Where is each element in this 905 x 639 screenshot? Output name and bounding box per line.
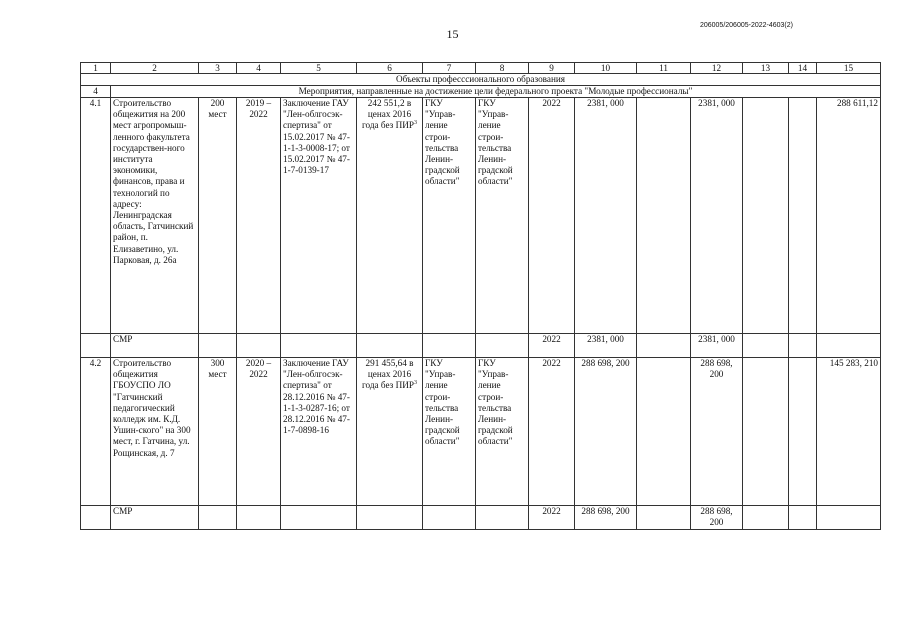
section-title: Объекты професссионального образования [81,74,881,86]
expertise: Заключение ГАУ "Лен-облгосэк-спертиза" от 15.02.2017 № 47-1-1-3-0008-17; от 15.02.2017 № 47-1-7-0139-17 [281,98,357,334]
column-number: 13 [743,63,789,74]
empty-cell [357,506,423,530]
customer: ГКУ "Управ-ление строи-тельства Ленин-градской области" [423,98,476,334]
sub-year: 2022 [529,334,575,358]
column-number: 15 [817,63,881,74]
expertise: Заключение ГАУ "Лен-облгосэк-спертиза" от 28.12.2016 № 47-1-1-3-0287-16; от 28.12.2016 № 47-1-7-0898-16 [281,358,357,506]
empty-cell [199,506,237,530]
empty-cell [789,506,817,530]
col12-value: 288 698, 200 [691,358,743,506]
program-table [80,62,881,530]
table-row [81,358,881,506]
period: 2019 – 2022 [237,98,281,334]
document-id: 206005/206005-2022-4603(2) [699,22,793,29]
empty-cell [357,334,423,358]
empty-cell [81,334,111,358]
col14-value [789,98,817,334]
empty-cell [423,334,476,358]
empty-cell [743,334,789,358]
column-number: 4 [237,63,281,74]
empty-cell [476,506,529,530]
col15-value: 145 283, 210 [817,358,881,506]
col15-value: 288 611,12 [817,98,881,334]
column-number: 7 [423,63,476,74]
sub-label: СМР [111,334,199,358]
developer: ГКУ "Управ-ление строи-тельства Ленин-градской области" [476,98,529,334]
section-row [81,74,881,86]
sub-col10-value: 2381, 000 [575,334,637,358]
empty-cell [81,506,111,530]
empty-cell [199,334,237,358]
cost-footnote: 3 [413,120,417,127]
sub-label: СМР [111,506,199,530]
empty-cell [817,334,881,358]
sub-col12-value: 288 698, 200 [691,506,743,530]
capacity: 300 мест [199,358,237,506]
column-number: 9 [529,63,575,74]
capacity: 200 мест [199,98,237,334]
empty-cell [637,334,691,358]
table-row [81,98,881,334]
page-number: 15 [446,27,459,41]
period: 2020 – 2022 [237,358,281,506]
empty-cell [817,506,881,530]
cost: 242 551,2 в ценах 2016 года без ПИР [362,98,414,131]
column-number: 3 [199,63,237,74]
row-number: 4.2 [81,358,111,506]
row-number: 4.1 [81,98,111,334]
table-subrow [81,334,881,358]
table-subrow [81,506,881,530]
empty-cell [281,334,357,358]
event-number: 4 [81,86,111,98]
empty-cell [789,334,817,358]
year: 2022 [529,98,575,334]
col13-value [743,358,789,506]
cost-cell [357,358,423,506]
customer: ГКУ "Управ-ление строи-тельства Ленин-градской области" [423,358,476,506]
column-number: 10 [575,63,637,74]
sub-year: 2022 [529,506,575,530]
col12-value: 2381, 000 [691,98,743,334]
col11-value [637,358,691,506]
col10-value: 288 698, 200 [575,358,637,506]
event-title: Мероприятия, направленные на достижение цели федерального проекта "Молодые профессионалы" [111,86,881,98]
cost-footnote: 3 [413,380,417,387]
cost-cell [357,98,423,334]
object-name: Строительство общежития на 200 мест агропромыш-ленного факультета государствен-ного института экономики, финансов, права и технологий по адресу: Ленинградская область, Гатчинский район, п. Елизаветино, ул. Парковая, д. 26а [111,98,199,334]
column-number: 1 [81,63,111,74]
empty-cell [423,506,476,530]
column-number-row [81,63,881,74]
column-number: 6 [357,63,423,74]
empty-cell [743,506,789,530]
empty-cell [281,506,357,530]
year: 2022 [529,358,575,506]
sub-col12-value: 2381, 000 [691,334,743,358]
developer: ГКУ "Управ-ление строи-тельства Ленин-градской области" [476,358,529,506]
column-number: 14 [789,63,817,74]
empty-cell [476,334,529,358]
sub-col10-value: 288 698, 200 [575,506,637,530]
object-name: Строительство общежития ГБОУСПО ЛО "Гатчинский педагогический колледж им. К.Д. Ушин-ского" на 300 мест, г. Гатчина, ул. Рощинская, д. 7 [111,358,199,506]
column-number: 2 [111,63,199,74]
column-number: 5 [281,63,357,74]
column-number: 8 [476,63,529,74]
column-number: 11 [637,63,691,74]
col11-value [637,98,691,334]
cost: 291 455,64 в ценах 2016 года без ПИР [362,358,414,391]
col13-value [743,98,789,334]
empty-cell [237,506,281,530]
event-row [81,86,881,98]
column-number: 12 [691,63,743,74]
col10-value: 2381, 000 [575,98,637,334]
col14-value [789,358,817,506]
empty-cell [237,334,281,358]
empty-cell [637,506,691,530]
